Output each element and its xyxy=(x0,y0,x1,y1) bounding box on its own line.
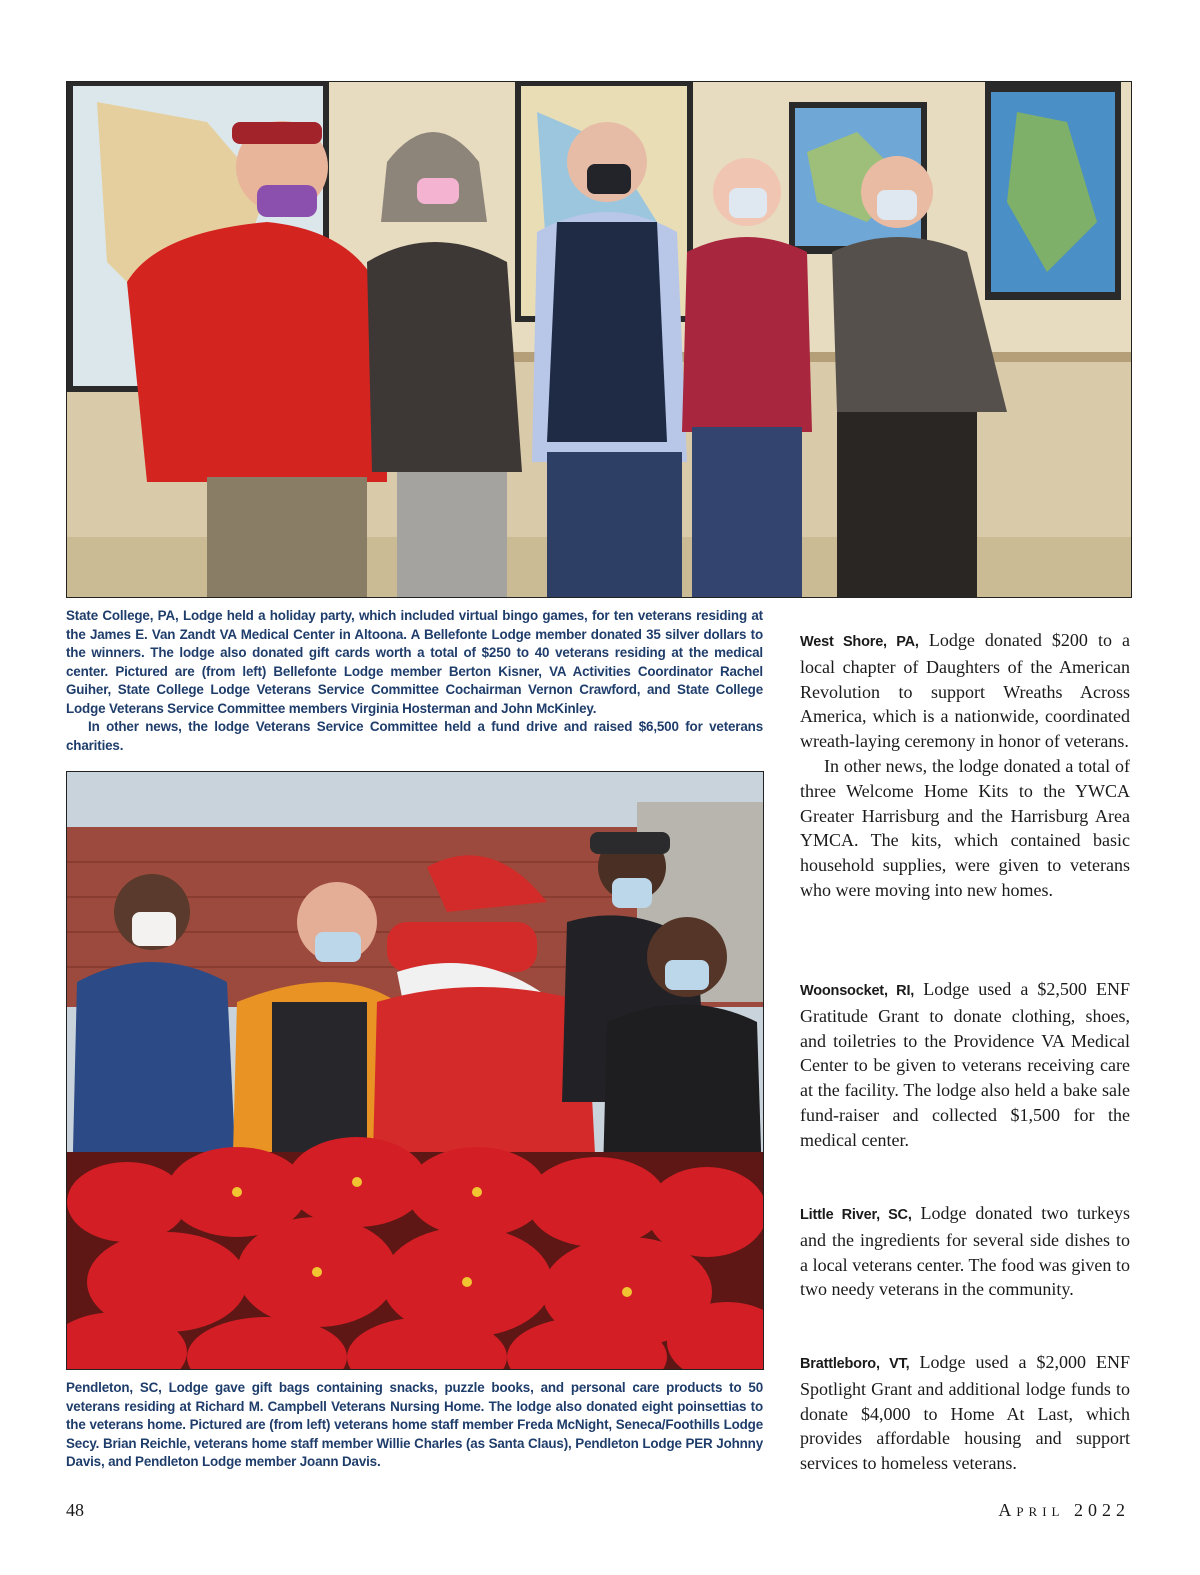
news-extra: In other news, the lodge donated a total of three Welcome Home Kits to the YWCA Greater Harrisburg and the Harrisburg Area YMCA. The kits, which contained basic household supplies, were given to veterans who were moving into new homes. xyxy=(800,755,1130,900)
news-item-little-river xyxy=(800,1201,1130,1302)
news-body: Lodge used a $2,500 ENF Gratitude Grant to donate clothing, shoes, and toiletries to the Providence VA Medical Center to be given to veterans receiving care at the facility. The lodge also held a bake sale fund-raiser and collected $1,500 for the medical center. xyxy=(800,979,1130,1150)
news-item-woonsocket xyxy=(800,977,1130,1153)
news-body: Lodge used a $2,000 ENF Spotlight Grant and additional lodge funds to donate $4,000 to Home At Last, which provides affordable housing and support services to homeless veterans. xyxy=(800,1352,1130,1474)
caption-lead: Pendleton, SC, xyxy=(66,1380,162,1395)
news-lead: Little River, SC, xyxy=(800,1207,912,1223)
news-item-west-shore xyxy=(800,628,1130,903)
news-item-brattleboro xyxy=(800,1350,1130,1476)
caption-body: Lodge gave gift bags containing snacks, puzzle books, and personal care products to 50 veterans residing at Richard M. Campbell Veterans Nursing Home. The lodge also donated eight poinsettias to the veterans home. Pictured are (from left) veterans home staff member Freda McNight, Seneca/Foothills Lodge Secy. Brian Reichle, veterans home staff member Willie Charles (as Santa Claus), Pendleton Lodge PER Johnny Davis, and Pendleton Lodge member Joann Davis. xyxy=(66,1380,763,1469)
news-lead: West Shore, PA, xyxy=(800,634,919,650)
caption-extra: In other news, the lodge Veterans Service Committee held a fund drive and raised $6,500 for veterans charities. xyxy=(66,719,763,753)
news-body: Lodge donated $200 to a local chapter of Daughters of the American Revolution to support Wreaths Across America, which is a nationwide, coordinated wreath-laying ceremony in honor of veterans. xyxy=(800,630,1130,752)
caption-body: Lodge held a holiday party, which included virtual bingo games, for ten veterans residing at the James E. Van Zandt VA Medical Center in Altoona. A Bellefonte Lodge member donated 35 silver dollars to the winners. The lodge also donated gift cards worth a total of $250 to 40 veterans residing at the medical center. Pictured are (from left) Bellefonte Lodge member Berton Kisner, VA Activities Coordinator Rachel Guiher, State College Lodge Veterans Service Committee Cochairman Vernon Crawford, and State College Lodge Veterans Service Committee members Virginia Hosterman and John McKinley. xyxy=(66,608,763,716)
news-lead: Brattleboro, VT, xyxy=(800,1356,910,1372)
page-number: 48 xyxy=(66,1500,84,1520)
photo-state-college-group xyxy=(66,81,1132,598)
photo-pendleton-group xyxy=(66,771,764,1370)
caption-lead: State College, PA, xyxy=(66,608,179,623)
news-lead: Woonsocket, RI, xyxy=(800,983,915,999)
news-body: Lodge donated two turkeys and the ingredients for several side dishes to a local veterans center. The food was given to two needy veterans in the community. xyxy=(800,1203,1131,1300)
photo-caption-pendleton xyxy=(66,1379,763,1472)
photo-caption-state-college xyxy=(66,607,763,755)
issue-date: April 2022 xyxy=(998,1500,1130,1520)
